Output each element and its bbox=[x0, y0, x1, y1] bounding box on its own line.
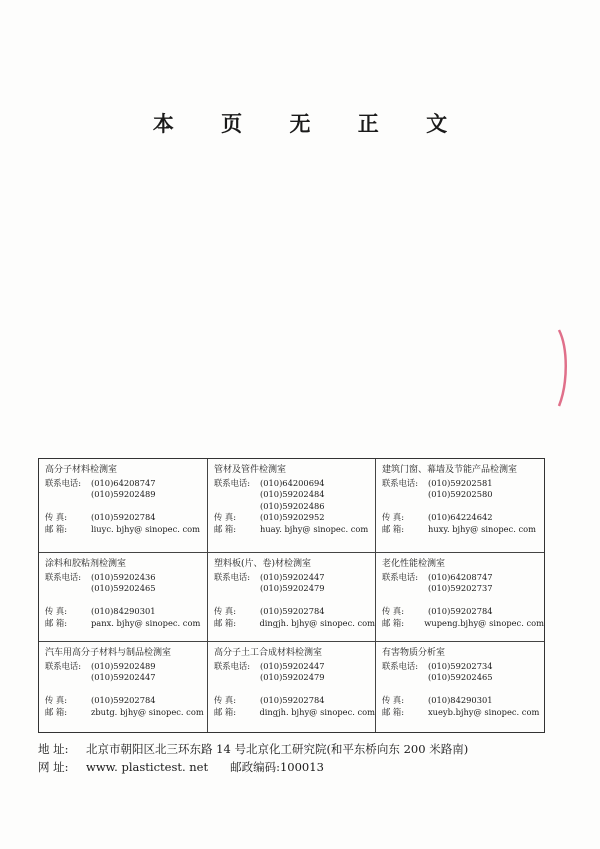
page-title: 本 页 无 正 文 bbox=[152, 111, 468, 136]
fax-label: 传 真: bbox=[214, 512, 237, 523]
email-address[interactable]: huay. bjhy@ sinopec. com bbox=[260, 523, 369, 534]
phone-line bbox=[214, 478, 375, 490]
email-label: 邮 箱: bbox=[214, 617, 237, 628]
email-label: 邮 箱: bbox=[382, 523, 405, 534]
postcode-label: 邮政编码: bbox=[230, 760, 280, 774]
fax-line bbox=[382, 512, 544, 524]
phone-line bbox=[214, 501, 375, 513]
fax-label: 传 真: bbox=[382, 695, 405, 706]
lab-name: 塑料板(片、卷)材检测室 bbox=[214, 559, 312, 569]
phone-number[interactable]: (010)64200694 bbox=[260, 477, 325, 488]
phone-line bbox=[214, 661, 375, 673]
email-address[interactable]: xueyb.bjhy@ sinopec. com bbox=[428, 706, 540, 717]
lab-cell bbox=[208, 642, 376, 732]
fax-line bbox=[45, 695, 207, 707]
fax-label: 传 真: bbox=[382, 512, 405, 523]
website-label: 网 址: bbox=[38, 760, 69, 774]
fax-number: (010)59202952 bbox=[260, 512, 325, 523]
fax-label: 传 真: bbox=[45, 512, 68, 523]
address-line bbox=[38, 740, 468, 758]
phone-number[interactable]: (010)59202486 bbox=[260, 500, 325, 511]
email-line bbox=[382, 524, 544, 536]
fax-label: 传 真: bbox=[382, 606, 405, 617]
phone-line bbox=[214, 489, 375, 501]
fax-label: 传 真: bbox=[214, 695, 237, 706]
email-address[interactable]: dingjh. bjhy@ sinopec. com bbox=[259, 617, 375, 628]
phone-line bbox=[45, 661, 207, 673]
email-line bbox=[45, 618, 207, 630]
address-label: 地 址: bbox=[38, 742, 69, 756]
phone-number[interactable]: (010)59202489 bbox=[91, 489, 156, 500]
phone-number[interactable]: (010)64208747 bbox=[91, 477, 156, 488]
email-line bbox=[45, 524, 207, 536]
phone-line bbox=[214, 672, 375, 684]
phone-number[interactable]: (010)59202447 bbox=[260, 660, 325, 671]
phone-number[interactable]: (010)59202479 bbox=[260, 583, 325, 594]
fax-line bbox=[214, 512, 375, 524]
phone-number[interactable]: (010)59202737 bbox=[428, 583, 493, 594]
phone-number[interactable]: (010)59202447 bbox=[260, 571, 325, 582]
phone-label: 联系电话: bbox=[214, 571, 250, 582]
email-address[interactable]: panx. bjhy@ sinopec. com bbox=[91, 617, 201, 628]
lab-name: 管材及管件检测室 bbox=[214, 465, 287, 475]
phone-number[interactable]: (010)59202581 bbox=[428, 477, 493, 488]
lab-cell bbox=[376, 459, 544, 553]
fax-number: (010)59202784 bbox=[260, 695, 325, 706]
phone-line bbox=[45, 672, 207, 684]
email-address[interactable]: huxy. bjhy@ sinopec. com bbox=[428, 523, 536, 534]
phone-line bbox=[45, 583, 207, 595]
lab-name: 建筑门窗、幕墙及节能产品检测室 bbox=[382, 465, 518, 475]
phone-number[interactable]: (010)59202489 bbox=[91, 660, 156, 671]
lab-cell bbox=[376, 642, 544, 732]
fax-number: (010)64224642 bbox=[428, 512, 493, 523]
fax-label: 传 真: bbox=[45, 606, 68, 617]
lab-cell bbox=[208, 459, 376, 553]
phone-line bbox=[45, 489, 207, 501]
email-label: 邮 箱: bbox=[45, 617, 68, 628]
fax-line bbox=[45, 606, 207, 618]
phone-label: 联系电话: bbox=[382, 660, 418, 671]
email-label: 邮 箱: bbox=[45, 523, 68, 534]
email-label: 邮 箱: bbox=[382, 706, 405, 717]
phone-number[interactable]: (010)59202465 bbox=[91, 583, 156, 594]
phone-number[interactable]: (010)64208747 bbox=[428, 571, 493, 582]
phone-number[interactable]: (010)59202479 bbox=[260, 672, 325, 683]
email-line bbox=[214, 707, 375, 719]
website-value[interactable]: www. plastictest. net bbox=[86, 760, 209, 774]
fax-line bbox=[382, 695, 544, 707]
email-label: 邮 箱: bbox=[45, 706, 68, 717]
phone-line bbox=[214, 583, 375, 595]
fax-number: (010)59202784 bbox=[91, 512, 156, 523]
phone-number[interactable]: (010)59202465 bbox=[428, 672, 493, 683]
phone-number[interactable]: (010)59202734 bbox=[428, 660, 493, 671]
phone-line bbox=[214, 572, 375, 584]
email-line bbox=[45, 707, 207, 719]
lab-contact-table bbox=[38, 458, 545, 733]
phone-label: 联系电话: bbox=[214, 477, 250, 488]
email-line bbox=[382, 618, 544, 630]
fax-number: (010)59202784 bbox=[428, 606, 493, 617]
lab-name: 涂料和胶粘剂检测室 bbox=[45, 559, 127, 569]
phone-number[interactable]: (010)59202447 bbox=[91, 672, 156, 683]
fax-line bbox=[214, 695, 375, 707]
fax-number: (010)59202784 bbox=[260, 606, 325, 617]
phone-label: 联系电话: bbox=[45, 477, 81, 488]
footer bbox=[38, 740, 468, 776]
phone-label: 联系电话: bbox=[45, 660, 81, 671]
lab-name: 老化性能检测室 bbox=[382, 559, 446, 569]
fax-number: (010)84290301 bbox=[91, 606, 156, 617]
lab-cell bbox=[376, 553, 544, 642]
website-line bbox=[38, 758, 468, 776]
edge-mark bbox=[556, 328, 570, 408]
lab-name: 有害物质分析室 bbox=[382, 648, 446, 658]
phone-line bbox=[382, 583, 544, 595]
email-address[interactable]: liuyc. bjhy@ sinopec. com bbox=[91, 523, 201, 534]
email-address[interactable]: wupeng.bjhy@ sinopec. com bbox=[424, 617, 544, 628]
phone-line bbox=[382, 572, 544, 584]
email-line bbox=[214, 524, 375, 536]
lab-cell bbox=[39, 642, 208, 732]
email-address[interactable]: dingjh. bjhy@ sinopec. com bbox=[259, 706, 375, 717]
phone-number[interactable]: (010)59202484 bbox=[260, 489, 325, 500]
phone-line bbox=[382, 478, 544, 490]
lab-cell bbox=[39, 553, 208, 642]
email-label: 邮 箱: bbox=[214, 523, 237, 534]
phone-line bbox=[382, 672, 544, 684]
email-address[interactable]: zbutg. bjhy@ sinopec. com bbox=[91, 706, 204, 717]
phone-label: 联系电话: bbox=[382, 477, 418, 488]
phone-number[interactable]: (010)59202436 bbox=[91, 571, 156, 582]
phone-line bbox=[45, 572, 207, 584]
phone-number[interactable]: (010)59202580 bbox=[428, 489, 493, 500]
fax-number: (010)59202784 bbox=[91, 695, 156, 706]
phone-line bbox=[382, 661, 544, 673]
phone-label: 联系电话: bbox=[45, 571, 81, 582]
email-line bbox=[382, 707, 544, 719]
phone-line bbox=[382, 489, 544, 501]
email-label: 邮 箱: bbox=[382, 617, 405, 628]
email-label: 邮 箱: bbox=[214, 706, 237, 717]
lab-name: 汽车用高分子材料与制品检测室 bbox=[45, 648, 172, 658]
lab-name: 高分子材料检测室 bbox=[45, 465, 118, 475]
fax-label: 传 真: bbox=[45, 695, 68, 706]
fax-number: (010)84290301 bbox=[428, 695, 493, 706]
email-line bbox=[214, 618, 375, 630]
address-value: 北京市朝阳区北三环东路 14 号北京化工研究院(和平东桥向东 200 米路南) bbox=[86, 742, 469, 756]
fax-line bbox=[382, 606, 544, 618]
phone-label: 联系电话: bbox=[214, 660, 250, 671]
lab-name: 高分子土工合成材料检测室 bbox=[214, 648, 323, 658]
fax-label: 传 真: bbox=[214, 606, 237, 617]
fax-line bbox=[45, 512, 207, 524]
postcode-value: 100013 bbox=[279, 760, 324, 774]
lab-cell bbox=[39, 459, 208, 553]
lab-cell bbox=[208, 553, 376, 642]
phone-label: 联系电话: bbox=[382, 571, 418, 582]
phone-line bbox=[45, 478, 207, 490]
fax-line bbox=[214, 606, 375, 618]
